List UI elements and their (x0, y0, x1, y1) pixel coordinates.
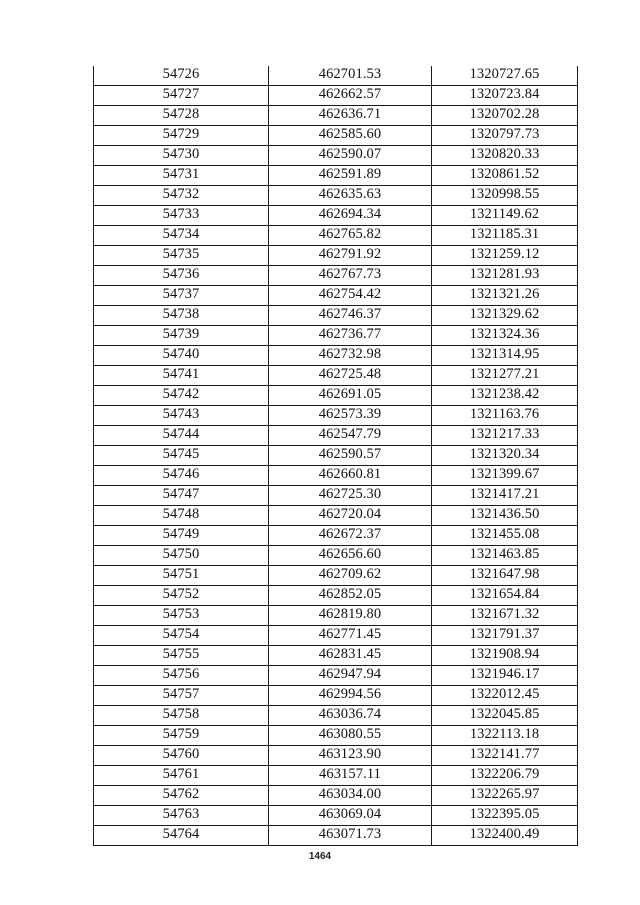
y-coordinate-cell: 1321259.12 (432, 246, 578, 266)
point-id-cell: 54751 (94, 566, 269, 586)
y-coordinate-cell: 1322400.49 (432, 826, 578, 846)
x-coordinate-cell: 462573.39 (269, 406, 432, 426)
point-id-cell: 54749 (94, 526, 269, 546)
y-coordinate-cell: 1321149.62 (432, 206, 578, 226)
x-coordinate-cell: 462701.53 (269, 66, 432, 86)
x-coordinate-cell: 462771.45 (269, 626, 432, 646)
point-id-cell: 54747 (94, 486, 269, 506)
table-row (94, 786, 578, 806)
table-row (94, 186, 578, 206)
x-coordinate-cell: 462590.57 (269, 446, 432, 466)
point-id-cell: 54743 (94, 406, 269, 426)
x-coordinate-cell: 463071.73 (269, 826, 432, 846)
table-row (94, 86, 578, 106)
point-id-cell: 54763 (94, 806, 269, 826)
point-id-cell: 54741 (94, 366, 269, 386)
table-row (94, 806, 578, 826)
table-row (94, 486, 578, 506)
x-coordinate-cell: 463080.55 (269, 726, 432, 746)
point-id-cell: 54732 (94, 186, 269, 206)
y-coordinate-cell: 1321399.67 (432, 466, 578, 486)
y-coordinate-cell: 1321791.37 (432, 626, 578, 646)
y-coordinate-cell: 1321324.36 (432, 326, 578, 346)
y-coordinate-cell: 1321281.93 (432, 266, 578, 286)
y-coordinate-cell: 1322012.45 (432, 686, 578, 706)
x-coordinate-cell: 462591.89 (269, 166, 432, 186)
x-coordinate-cell: 462732.98 (269, 346, 432, 366)
table-row (94, 106, 578, 126)
x-coordinate-cell: 463034.00 (269, 786, 432, 806)
x-coordinate-cell: 462746.37 (269, 306, 432, 326)
x-coordinate-cell: 462694.34 (269, 206, 432, 226)
table-row (94, 606, 578, 626)
x-coordinate-cell: 463123.90 (269, 746, 432, 766)
y-coordinate-cell: 1321671.32 (432, 606, 578, 626)
y-coordinate-cell: 1320820.33 (432, 146, 578, 166)
table-row (94, 166, 578, 186)
table-row (94, 406, 578, 426)
table-row (94, 66, 578, 86)
y-coordinate-cell: 1321217.33 (432, 426, 578, 446)
x-coordinate-cell: 462767.73 (269, 266, 432, 286)
x-coordinate-cell: 462547.79 (269, 426, 432, 446)
y-coordinate-cell: 1321436.50 (432, 506, 578, 526)
table-row (94, 826, 578, 846)
point-id-cell: 54729 (94, 126, 269, 146)
point-id-cell: 54745 (94, 446, 269, 466)
y-coordinate-cell: 1321455.08 (432, 526, 578, 546)
y-coordinate-cell: 1321654.84 (432, 586, 578, 606)
table-row (94, 126, 578, 146)
point-id-cell: 54752 (94, 586, 269, 606)
table-row (94, 466, 578, 486)
y-coordinate-cell: 1321163.76 (432, 406, 578, 426)
x-coordinate-cell: 462660.81 (269, 466, 432, 486)
point-id-cell: 54758 (94, 706, 269, 726)
point-id-cell: 54746 (94, 466, 269, 486)
table-row (94, 306, 578, 326)
table-row (94, 746, 578, 766)
table-row (94, 426, 578, 446)
y-coordinate-cell: 1322045.85 (432, 706, 578, 726)
point-id-cell: 54761 (94, 766, 269, 786)
point-id-cell: 54735 (94, 246, 269, 266)
x-coordinate-cell: 462791.92 (269, 246, 432, 266)
point-id-cell: 54738 (94, 306, 269, 326)
coordinate-table (93, 66, 578, 846)
x-coordinate-cell: 462852.05 (269, 586, 432, 606)
y-coordinate-cell: 1320727.65 (432, 66, 578, 86)
table-row (94, 526, 578, 546)
table-row (94, 686, 578, 706)
x-coordinate-cell: 462585.60 (269, 126, 432, 146)
table-row (94, 266, 578, 286)
point-id-cell: 54753 (94, 606, 269, 626)
x-coordinate-cell: 462636.71 (269, 106, 432, 126)
x-coordinate-cell: 462947.94 (269, 666, 432, 686)
x-coordinate-cell: 462635.63 (269, 186, 432, 206)
y-coordinate-cell: 1321647.98 (432, 566, 578, 586)
y-coordinate-cell: 1321908.94 (432, 646, 578, 666)
point-id-cell: 54727 (94, 86, 269, 106)
point-id-cell: 54734 (94, 226, 269, 246)
x-coordinate-cell: 462765.82 (269, 226, 432, 246)
table-row (94, 546, 578, 566)
point-id-cell: 54754 (94, 626, 269, 646)
y-coordinate-cell: 1321463.85 (432, 546, 578, 566)
table-row (94, 666, 578, 686)
y-coordinate-cell: 1321185.31 (432, 226, 578, 246)
table-row (94, 346, 578, 366)
table-row (94, 586, 578, 606)
y-coordinate-cell: 1322395.05 (432, 806, 578, 826)
table-row (94, 506, 578, 526)
point-id-cell: 54764 (94, 826, 269, 846)
y-coordinate-cell: 1322265.97 (432, 786, 578, 806)
point-id-cell: 54756 (94, 666, 269, 686)
point-id-cell: 54762 (94, 786, 269, 806)
y-coordinate-cell: 1321417.21 (432, 486, 578, 506)
y-coordinate-cell: 1321320.34 (432, 446, 578, 466)
y-coordinate-cell: 1320702.28 (432, 106, 578, 126)
x-coordinate-cell: 462736.77 (269, 326, 432, 346)
table-row (94, 626, 578, 646)
x-coordinate-cell: 462819.80 (269, 606, 432, 626)
x-coordinate-cell: 462725.48 (269, 366, 432, 386)
point-id-cell: 54736 (94, 266, 269, 286)
y-coordinate-cell: 1320797.73 (432, 126, 578, 146)
table-row (94, 566, 578, 586)
x-coordinate-cell: 462754.42 (269, 286, 432, 306)
y-coordinate-cell: 1320998.55 (432, 186, 578, 206)
point-id-cell: 54730 (94, 146, 269, 166)
y-coordinate-cell: 1321238.42 (432, 386, 578, 406)
point-id-cell: 54740 (94, 346, 269, 366)
point-id-cell: 54733 (94, 206, 269, 226)
y-coordinate-cell: 1322206.79 (432, 766, 578, 786)
x-coordinate-cell: 462691.05 (269, 386, 432, 406)
table-row (94, 206, 578, 226)
table-row (94, 726, 578, 746)
table-row (94, 706, 578, 726)
x-coordinate-cell: 462656.60 (269, 546, 432, 566)
point-id-cell: 54759 (94, 726, 269, 746)
table-row (94, 366, 578, 386)
point-id-cell: 54755 (94, 646, 269, 666)
table-row (94, 446, 578, 466)
x-coordinate-cell: 462709.62 (269, 566, 432, 586)
y-coordinate-cell: 1322113.18 (432, 726, 578, 746)
table-row (94, 226, 578, 246)
table-row (94, 246, 578, 266)
y-coordinate-cell: 1321321.26 (432, 286, 578, 306)
point-id-cell: 54728 (94, 106, 269, 126)
y-coordinate-cell: 1320723.84 (432, 86, 578, 106)
y-coordinate-cell: 1320861.52 (432, 166, 578, 186)
table-row (94, 386, 578, 406)
coordinate-table-body (94, 66, 578, 846)
x-coordinate-cell: 462994.56 (269, 686, 432, 706)
y-coordinate-cell: 1321277.21 (432, 366, 578, 386)
x-coordinate-cell: 463036.74 (269, 706, 432, 726)
x-coordinate-cell: 462590.07 (269, 146, 432, 166)
x-coordinate-cell: 463069.04 (269, 806, 432, 826)
point-id-cell: 54739 (94, 326, 269, 346)
table-row (94, 646, 578, 666)
table-row (94, 766, 578, 786)
x-coordinate-cell: 462725.30 (269, 486, 432, 506)
point-id-cell: 54737 (94, 286, 269, 306)
y-coordinate-cell: 1321329.62 (432, 306, 578, 326)
point-id-cell: 54757 (94, 686, 269, 706)
x-coordinate-cell: 462831.45 (269, 646, 432, 666)
x-coordinate-cell: 462672.37 (269, 526, 432, 546)
point-id-cell: 54760 (94, 746, 269, 766)
x-coordinate-cell: 462662.57 (269, 86, 432, 106)
point-id-cell: 54744 (94, 426, 269, 446)
x-coordinate-cell: 463157.11 (269, 766, 432, 786)
x-coordinate-cell: 462720.04 (269, 506, 432, 526)
point-id-cell: 54742 (94, 386, 269, 406)
point-id-cell: 54748 (94, 506, 269, 526)
table-row (94, 146, 578, 166)
table-row (94, 326, 578, 346)
y-coordinate-cell: 1321946.17 (432, 666, 578, 686)
y-coordinate-cell: 1321314.95 (432, 346, 578, 366)
page-number: 1464 (308, 851, 332, 862)
point-id-cell: 54750 (94, 546, 269, 566)
point-id-cell: 54726 (94, 66, 269, 86)
table-row (94, 286, 578, 306)
y-coordinate-cell: 1322141.77 (432, 746, 578, 766)
point-id-cell: 54731 (94, 166, 269, 186)
